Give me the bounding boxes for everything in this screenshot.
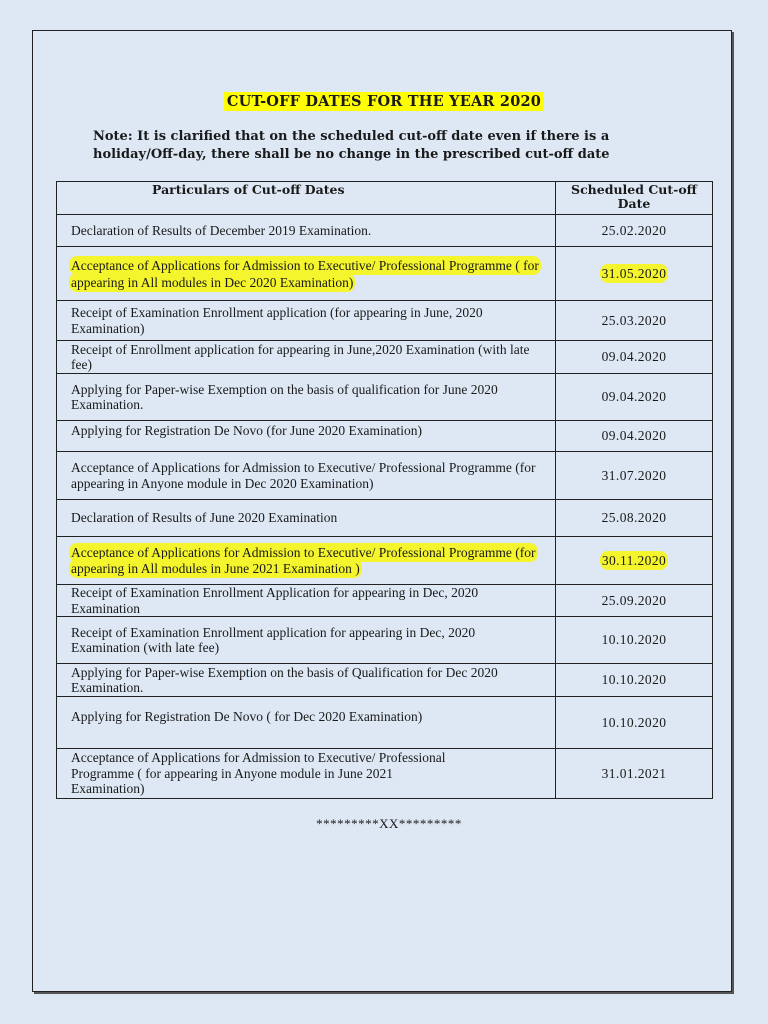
table-header-row bbox=[57, 182, 713, 215]
header-scheduled-date: Scheduled Cut-off Date bbox=[556, 182, 713, 215]
row-date bbox=[556, 301, 713, 341]
row-particulars-text: Acceptance of Applications for Admission to Executive/ Professional Programme (for appearing in Anyone module in Dec 2020 Examination) bbox=[71, 460, 536, 491]
row-date-text: 10.10.2020 bbox=[601, 672, 667, 687]
row-particulars-text: Applying for Registration De Novo (for June 2020 Examination) bbox=[71, 423, 422, 438]
row-date bbox=[556, 421, 713, 452]
row-date-text: 31.05.2020 bbox=[601, 265, 667, 281]
row-date-text: 25.02.2020 bbox=[601, 222, 667, 238]
row-date bbox=[556, 452, 713, 500]
row-particulars-text: Receipt of Examination Enrollment Application for appearing in Dec, 2020 Examination bbox=[71, 585, 479, 616]
row-particulars bbox=[57, 374, 556, 421]
row-date-text: 10.10.2020 bbox=[601, 632, 667, 647]
document-title: CUT-OFF DATES FOR THE YEAR 2020 bbox=[224, 92, 544, 111]
row-particulars bbox=[57, 749, 556, 799]
row-date bbox=[556, 697, 713, 749]
row-date-text: 31.07.2020 bbox=[601, 467, 667, 483]
title-container bbox=[0, 91, 768, 111]
table-row bbox=[57, 749, 713, 799]
table-row bbox=[57, 215, 713, 247]
table-row bbox=[57, 697, 713, 749]
row-particulars-text: Applying for Paper-wise Exemption on the basis of qualification for June 2020 Examination. bbox=[71, 381, 498, 412]
row-particulars bbox=[57, 617, 556, 664]
row-particulars-text: Receipt of Examination Enrollment application for appearing in Dec, 2020 Examination (with late fee) bbox=[71, 624, 476, 655]
row-date bbox=[556, 247, 713, 301]
row-particulars bbox=[57, 215, 556, 247]
row-particulars bbox=[57, 500, 556, 537]
note-text: Note: It is clarified that on the scheduled cut-off date even if there is a holiday/Off-day, there shall be no change in the prescribed cut-off date bbox=[93, 129, 610, 162]
cutoff-dates-table bbox=[56, 181, 713, 799]
row-particulars bbox=[57, 697, 556, 749]
row-particulars-text: Acceptance of Applications for Admission to Executive/ Professional Programme (for appearing in All modules in June 2021 Examination ) bbox=[71, 545, 536, 576]
table-row bbox=[57, 664, 713, 697]
row-date bbox=[556, 664, 713, 697]
row-particulars-text: Applying for Registration De Novo ( for Dec 2020 Examination) bbox=[71, 709, 423, 724]
row-date-text: 31.01.2021 bbox=[601, 765, 667, 781]
row-particulars-text: Declaration of Results of June 2020 Examination bbox=[71, 510, 338, 526]
row-particulars bbox=[57, 537, 556, 585]
row-particulars-text: Acceptance of Applications for Admission to Executive/ Professional Programme ( for appearing in All modules in Dec 2020 Examination) bbox=[71, 257, 539, 290]
row-date-text: 09.04.2020 bbox=[601, 349, 667, 364]
row-particulars bbox=[57, 301, 556, 341]
table-row bbox=[57, 301, 713, 341]
row-date bbox=[556, 617, 713, 664]
table-row bbox=[57, 585, 713, 617]
row-date-text: 10.10.2020 bbox=[601, 714, 667, 730]
row-date-text: 25.09.2020 bbox=[601, 592, 667, 608]
row-particulars bbox=[57, 341, 556, 374]
row-particulars-text: Declaration of Results of December 2019 Examination. bbox=[71, 222, 372, 238]
table-row bbox=[57, 452, 713, 500]
row-date bbox=[556, 537, 713, 585]
row-particulars bbox=[57, 247, 556, 301]
table-row-highlighted bbox=[57, 247, 713, 301]
row-date-text: 25.08.2020 bbox=[601, 510, 667, 525]
row-date bbox=[556, 374, 713, 421]
table-row bbox=[57, 341, 713, 374]
row-particulars bbox=[57, 585, 556, 617]
row-date-text: 09.04.2020 bbox=[601, 428, 667, 443]
table-row bbox=[57, 617, 713, 664]
row-date-text: 25.03.2020 bbox=[601, 312, 667, 328]
end-marker: *********XX********* bbox=[316, 816, 462, 831]
table-row bbox=[57, 374, 713, 421]
row-particulars-text: Acceptance of Applications for Admission to Executive/ Professional Programme ( for appearing in Anyone module in June 2021 Examination) bbox=[71, 750, 446, 797]
row-date bbox=[556, 585, 713, 617]
row-particulars bbox=[57, 452, 556, 500]
table-row-highlighted bbox=[57, 537, 713, 585]
row-date bbox=[556, 500, 713, 537]
row-date bbox=[556, 341, 713, 374]
row-date-text: 09.04.2020 bbox=[601, 389, 667, 404]
row-particulars-text: Receipt of Enrollment application for appearing in June,2020 Examination (with late fee) bbox=[71, 341, 530, 372]
row-particulars bbox=[57, 664, 556, 697]
table-row bbox=[57, 421, 713, 452]
row-date bbox=[556, 749, 713, 799]
row-particulars-text: Receipt of Examination Enrollment application (for appearing in June, 2020 Examination) bbox=[71, 305, 483, 336]
row-date-text: 30.11.2020 bbox=[601, 552, 667, 568]
row-particulars bbox=[57, 421, 556, 452]
row-particulars-text: Applying for Paper-wise Exemption on the basis of Qualification for Dec 2020 Examination. bbox=[71, 664, 498, 695]
header-particulars: Particulars of Cut-off Dates bbox=[57, 182, 556, 215]
row-date bbox=[556, 215, 713, 247]
table-row bbox=[57, 500, 713, 537]
